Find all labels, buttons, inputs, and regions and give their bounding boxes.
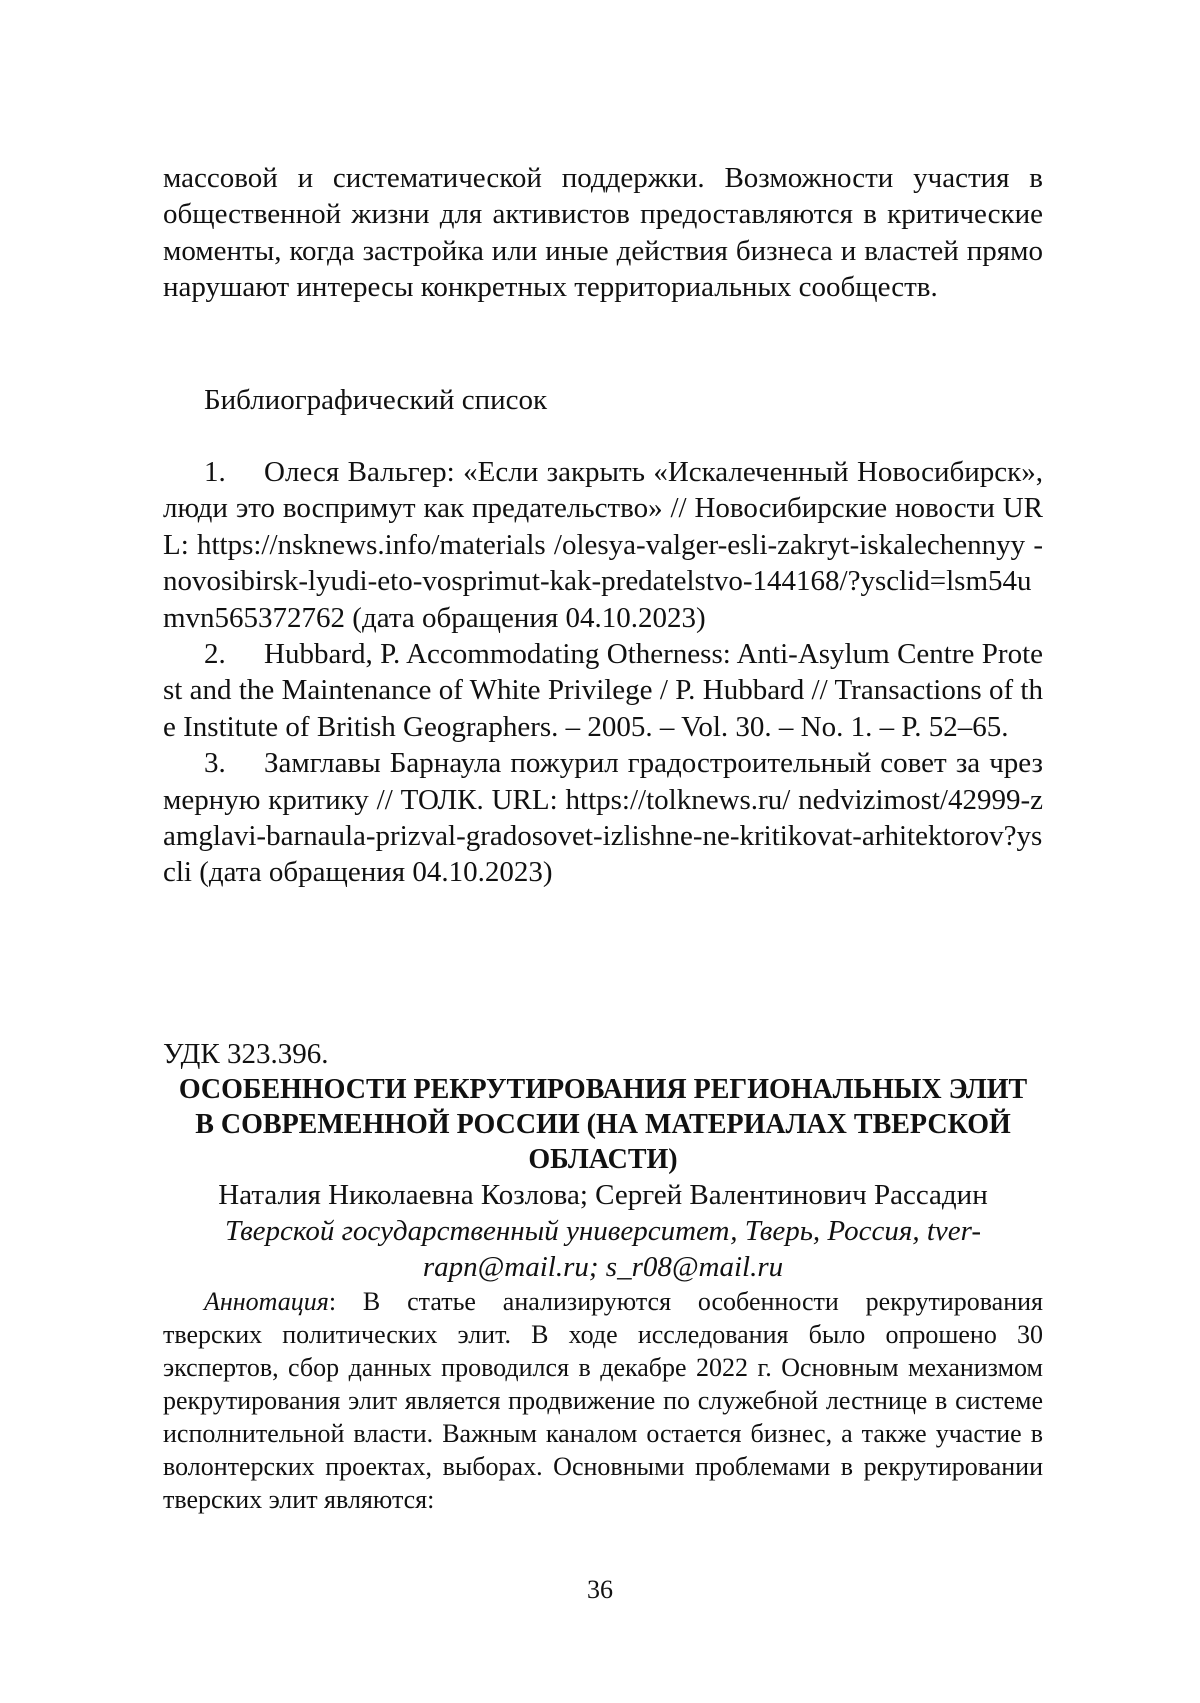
page-number: 36: [587, 1575, 613, 1604]
bibliography-heading-block: [163, 382, 1043, 418]
abstract-text: : В статье анализируются особенности рекрутирования тверских политических элит. В ходе исследования было опрошено 30 экспертов, сбор данных проводился в декабре 2022 г. Основным механизмом рекрутирования элит является продвижение по служебной лестнице в системе исполнительной власти. Важным каналом остается бизнес, а также участие в волонтерских проектах, выборах. Основными проблемами в рекрутировании тверских элит являются:: [163, 1287, 1043, 1514]
bibliography-item: [163, 454, 1043, 636]
bibliography-item-number: 3.: [204, 747, 226, 780]
abstract-label: Аннотация: [204, 1287, 329, 1316]
intro-block: [163, 160, 1043, 306]
article-authors: Наталия Николаевна Козлова; Сергей Валентинович Рассадин: [218, 1179, 988, 1211]
bibliography-item: [163, 636, 1043, 745]
bibliography-item-text: Hubbard, P. Accommodating Otherness: Anti-Asylum Centre Protest and the Maintenance of White Privilege / P. Hubbard // Transactions of the Institute of British Geographers. – 2005. – Vol. 30. – No. 1. – P. 52–65.: [163, 638, 1043, 743]
article-abstract: [163, 1285, 1043, 1516]
bibliography-heading: Библиографический список: [204, 384, 548, 416]
bibliography-item-text: Замглавы Барнаула пожурил градостроительный совет за чрезмерную критику // ТОЛК. URL: https://tolknews.ru/ nedvizimost/42999-zamglavi-barnaula-prizval-gradosovet-izlishne-ne-kritikovat-arhitektorov?yscli (дата обращения 04.10.2023): [163, 747, 1043, 889]
article-title: ОСОБЕННОСТИ РЕКРУТИРОВАНИЯ РЕГИОНАЛЬНЫХ ЭЛИТ В СОВРЕМЕННОЙ РОССИИ (НА МАТЕРИАЛАХ ТВЕРСКОЙ ОБЛАСТИ): [178, 1074, 1028, 1175]
udk-code: УДК 323.396.: [163, 1038, 329, 1070]
bibliography-list: [163, 454, 1043, 891]
bibliography-item-number: 2.: [204, 638, 226, 671]
bibliography-item: [163, 745, 1043, 891]
bibliography-item-text: Олеся Вальгер: «Если закрыть «Искалеченный Новосибирск», люди это воспримут как предательство» // Новосибирские новости URL: https://nsknews.info/materials /olesya-valger-esli-zakryt-iskalechennyy -novosibirsk-lyudi-eto-vosprimut-kak-predatelstvo-144168/?ysclid=lsm54umvn565372762 (дата обращения 04.10.2023): [163, 456, 1043, 634]
article-affiliation: Тверской государственный университет, Тверь, Россия, tver-rapn@mail.ru; s_r08@mail.ru: [225, 1215, 981, 1283]
bibliography-item-number: 1.: [204, 456, 226, 488]
intro-paragraph: массовой и систематической поддержки. Возможности участия в общественной жизни для активистов предоставляются в критические моменты, когда застройка или иные действия бизнеса и властей прямо нарушают интересы конкретных территориальных сообществ.: [163, 162, 1043, 304]
article-header: [163, 1036, 1043, 1516]
